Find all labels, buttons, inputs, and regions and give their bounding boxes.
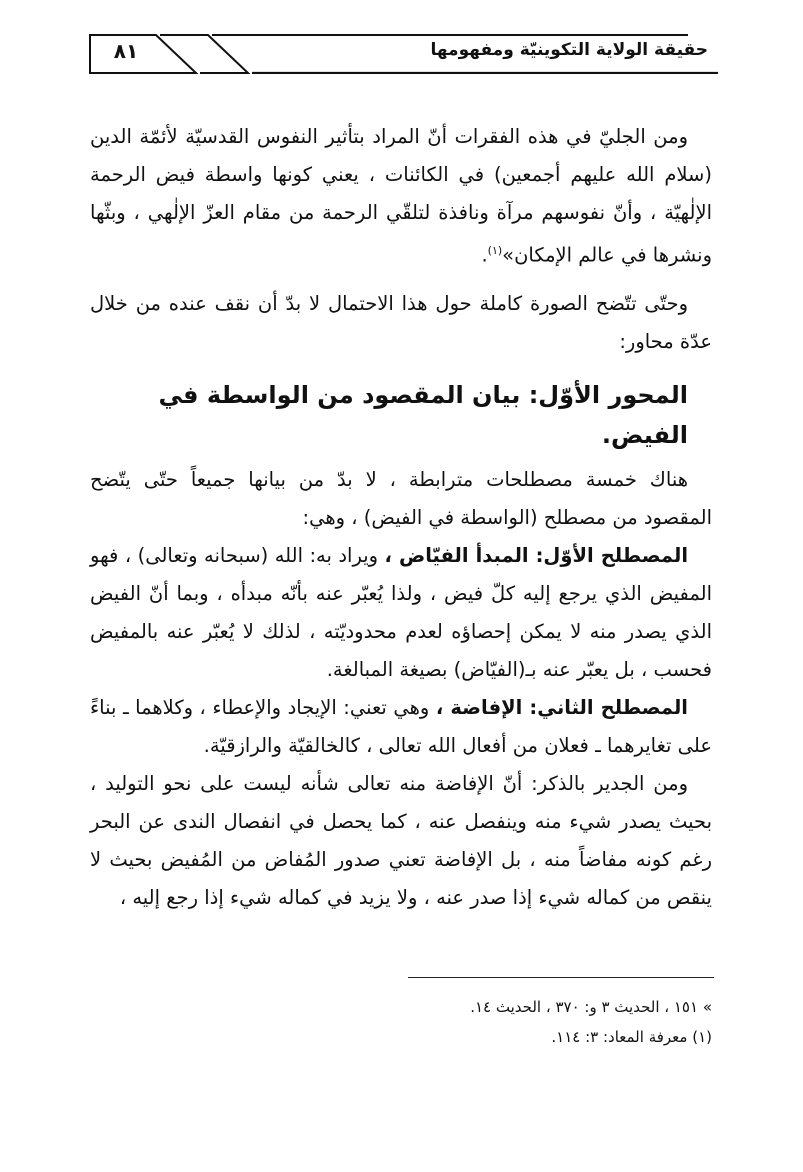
footnote-ref-1[interactable]: (١) xyxy=(487,244,503,257)
running-title: حقيقة الولاية التكوينيّة ومفهومها xyxy=(430,40,708,60)
page-number: ٨١ xyxy=(113,39,139,63)
section-heading: المحور الأوّل: بيان المقصود من الواسطة في الفيض. xyxy=(158,380,688,449)
term-2-paragraph xyxy=(90,689,712,765)
footnotes xyxy=(380,992,712,1052)
footnote-divider xyxy=(408,977,714,978)
main-text-block xyxy=(90,118,712,917)
paragraph-1 xyxy=(90,118,712,275)
page-header xyxy=(88,30,718,74)
footnote-1: (١) معرفة المعاد: ٣: ١١٤. xyxy=(551,1028,712,1046)
closing-paragraph: ومن الجدير بالذكر: أنّ الإفاضة منه تعالى شأنه ليست على نحو التوليد ، بحيث يصدر شيء منه وينفصل عنه ، كما يحصل في انفصال الندى عن البحر رغم كونه مفاضاً منه ، بل الإفاضة تعني صدور المُفاض من المُفيض بحيث لا ينقص من كماله شيء إذا صدر عنه ، ولا يزيد في كماله شيء إذا رجع إليه ، xyxy=(90,771,712,909)
footnote-continuation: » ١٥١ ، الحديث ٣ و: ٣٧٠ ، الحديث ١٤. xyxy=(470,998,712,1016)
term-2-label: المصطلح الثاني: الإفاضة ، xyxy=(435,695,688,719)
intro-paragraph: هناك خمسة مصطلحات مترابطة ، لا بدّ من بيانها جميعاً حتّى يتّضح المقصود من مصطلح (الواسطة في الفيض) ، وهي: xyxy=(90,467,712,529)
term-1-label: المصطلح الأوّل: المبدأ الفيّاض ، xyxy=(384,543,689,567)
term-1-text: ويراد به: الله (سبحانه وتعالى) ، فهو المفيض الذي يرجع إليه كلّ فيض ، ولذا يُعبّر عنه بأنّه مبدأه ، وبما أنّ الفيض الذي يصدر منه لا يمكن إحصاؤه لعدم محدوديّته ، لذلك لا يُعبّر عنه بالمفيض فحسب ، بل يعبّر عنه بـ(الفيّاض) بصيغة المبالغة. xyxy=(90,543,712,681)
paragraph-1-text: ومن الجليّ في هذه الفقرات أنّ المراد بتأثير النفوس القدسيّة لأئمّة الدين (سلام الله عليهم أجمعين) في الكائنات ، يعني كونها واسطة فيض الرحمة الإلٰهيّة ، وأنّ نفوسهم مرآة ونافذة لتلقّي الرحمة من مقام العزّ الإلٰهي ، وبثّها ونشرها في عالم الإمكان» xyxy=(90,125,712,267)
paragraph-1-tail: . xyxy=(481,243,488,267)
term-1-paragraph xyxy=(90,537,712,689)
paragraph-2: وحتّى تتّضح الصورة كاملة حول هذا الاحتمال لا بدّ أن نقف عنده من خلال عدّة محاور: xyxy=(90,291,712,353)
term-2-text: وهي تعني: الإيجاد والإعطاء ، وكلاهما ـ بناءً على تغايرهما ـ فعلان من أفعال الله تعالى ، كالخالقيّة والرازقيّة. xyxy=(90,695,712,757)
